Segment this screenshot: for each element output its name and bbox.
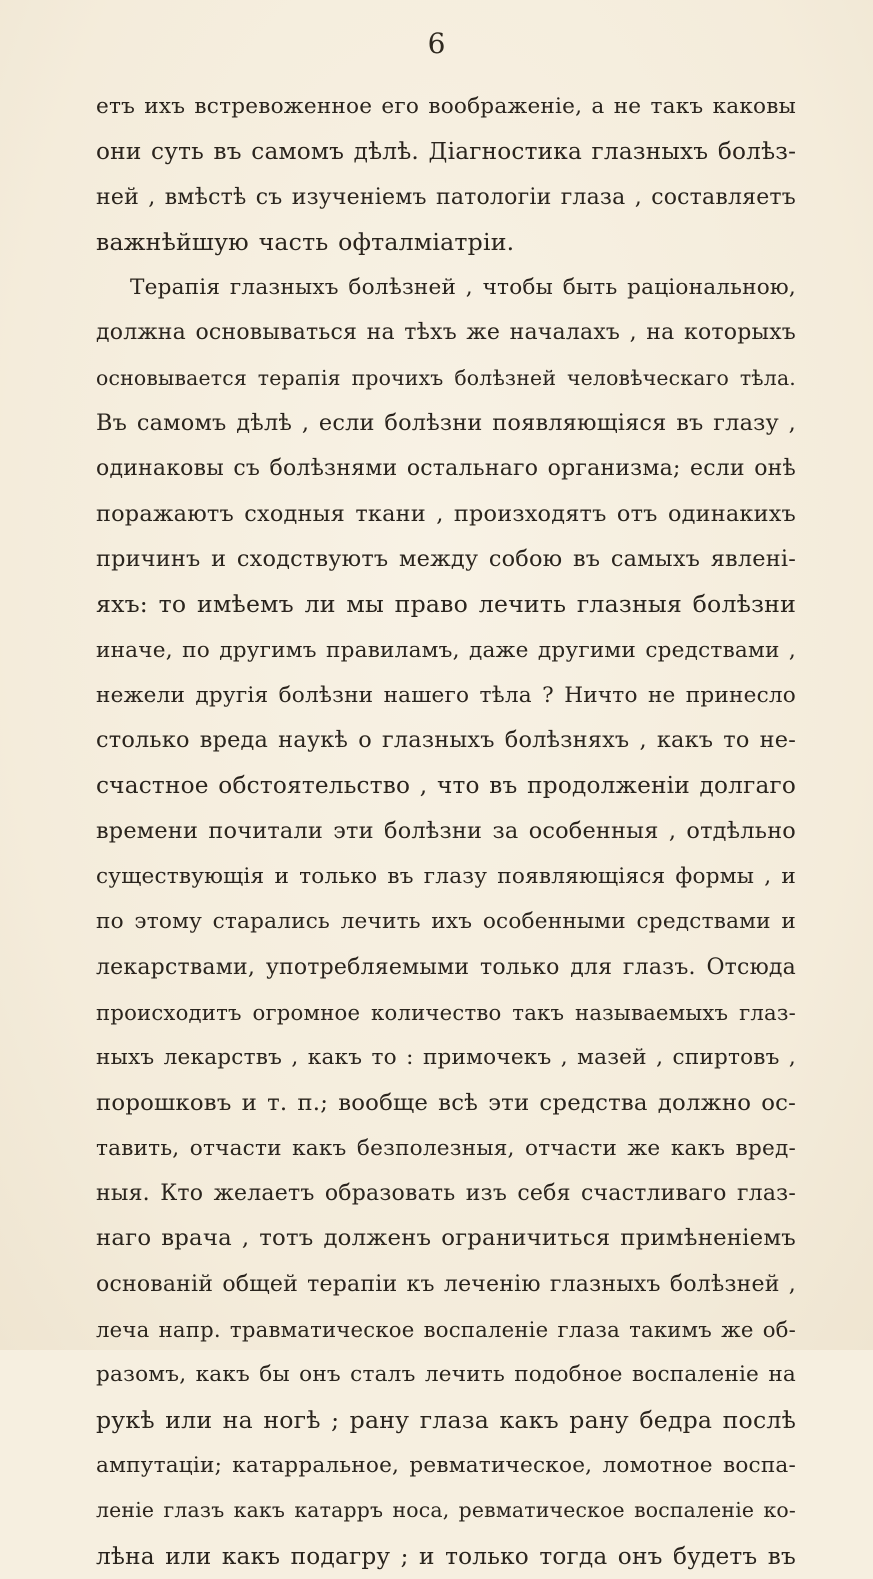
paragraph-start-line: Терапія глазныхъ болѣзней , чтобы быть раціональною,: [130, 275, 796, 301]
text-line: наго врача , тотъ долженъ ограничиться примѣненіемъ: [96, 1225, 796, 1252]
text-line: ней , вмѣстѣ съ изученіемъ патологіи глаза , составляетъ: [96, 184, 796, 210]
text-line: тавить, отчасти какъ безполезныя, отчасти же какъ вред-: [96, 1135, 796, 1161]
text-line: нежели другія болѣзни нашего тѣла ? Ничто не принесло: [96, 682, 796, 708]
text-line: времени почитали эти болѣзни за особенныя , отдѣльно: [96, 817, 796, 844]
text-line: Въ самомъ дѣлѣ , если болѣзни появляющіяся въ глазу ,: [96, 410, 796, 437]
text-line: порошковъ и т. п.; вообще всѣ эти средства должно ос-: [96, 1089, 796, 1116]
text-line: причинъ и сходствуютъ между собою въ самыхъ явленi-: [96, 545, 796, 572]
text-line: ленiе глазъ какъ катарръ носа, ревматическое воспаленіе ко-: [96, 1498, 796, 1523]
text-line: столько вреда наукѣ о глазныхъ болѣзняхъ , какъ то не-: [96, 727, 796, 754]
text-line: должна основываться на тѣхъ же началахъ , на которыхъ: [96, 320, 796, 346]
page-number: 6: [427, 27, 446, 60]
text-line: ампутаціи; катарральное, ревматическое, ломотное воспа-: [96, 1452, 796, 1478]
text-line: лекарствами, употребляемыми только для глазъ. Отсюда: [96, 954, 796, 980]
text-line: основаній общей терапіи къ леченію глазныхъ болѣзней ,: [96, 1271, 796, 1297]
text-line: существующія и только въ глазу появляющіяся формы , и: [96, 864, 796, 890]
text-line: счастное обстоятельство , что въ продолженіи долгаго: [96, 772, 796, 800]
text-line: иначе, по другимъ правиламъ, даже другими средствами ,: [96, 637, 796, 663]
text-line: етъ ихъ встревоженное его воображеніе, а не такъ каковы: [96, 94, 796, 119]
text-line: леча напр. травматическое воспаленіе глаза такимъ же об-: [96, 1317, 796, 1343]
text-line: основывается терапія прочихъ болѣзней человѣческаго тѣла.: [96, 365, 796, 390]
text-line: одинаковы съ болѣзнями остальнаго организма; если онѣ: [96, 456, 796, 482]
text-line: ныхъ лекарствъ , какъ то : примочекъ , мазей , спиртовъ ,: [96, 1045, 796, 1071]
text-line: по этому старались лечить ихъ особенными средствами и: [96, 909, 796, 935]
text-line: лѣна или какъ подагру ; и только тогда онъ будетъ въ: [96, 1542, 796, 1570]
text-line: рукѣ или на ногѣ ; рану глаза какъ рану бедра послѣ: [96, 1405, 796, 1434]
text-line: ныя. Кто желаетъ образовать изъ себя счастливаго глаз-: [96, 1181, 796, 1207]
text-line: разомъ, какъ бы онъ сталъ лечить подобное воспаленіе на: [96, 1362, 796, 1388]
text-line: поражаютъ сходныя ткани , произходятъ отъ одинакихъ: [96, 500, 796, 527]
text-line: они суть въ самомъ дѣлѣ. Діагностика глазныхъ болѣз-: [96, 138, 797, 166]
text-line: происходитъ огромное количество такъ называемыхъ глаз-: [96, 999, 796, 1025]
body-text: [96, 84, 796, 1579]
text-line: яхъ: то имѣемъ ли мы право лечить глазныя болѣзни: [96, 590, 796, 619]
text-line: важнѣйшую часть офталміатріи.: [96, 227, 515, 256]
